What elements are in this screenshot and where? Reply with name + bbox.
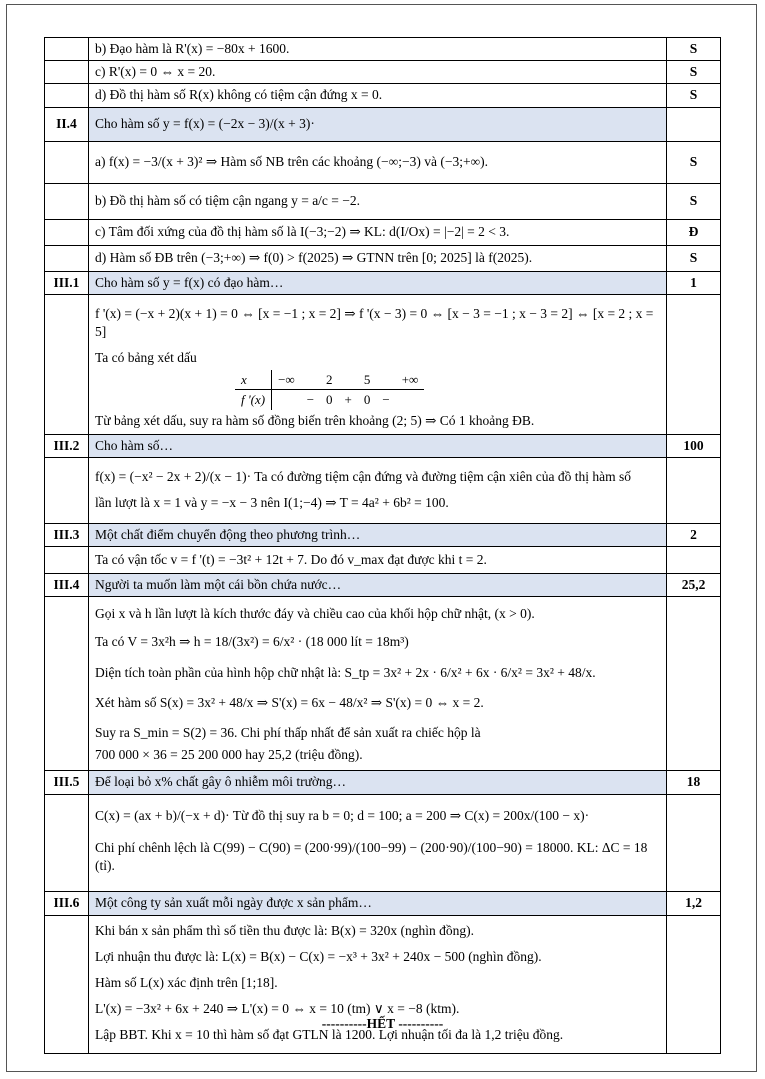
solution-line: lần lượt là x = 1 và y = −x − 3 nên I(1;−4) ⇒ T = 4a² + 6b² = 100. <box>95 495 449 511</box>
sign-head-cell: −∞ <box>272 370 301 390</box>
solution-line: Gọi x và h lần lượt là kích thước đáy và chiều cao của khối hộp chữ nhật, (x > 0). <box>95 606 535 622</box>
solution-III4 <box>89 597 667 771</box>
row-id: III.1 <box>45 271 89 294</box>
row-answer: 25,2 <box>667 573 721 596</box>
row-content: c) R'(x) = 0 ⇔ x = 20. <box>89 61 667 84</box>
row-id <box>45 183 89 219</box>
row-content: d) Đồ thị hàm số R(x) không có tiệm cận đứng x = 0. <box>89 84 667 107</box>
row-id <box>45 38 89 61</box>
row-answer: 1 <box>667 271 721 294</box>
row-id: III.6 <box>45 892 89 915</box>
row-answer: 1,2 <box>667 892 721 915</box>
table-row <box>45 183 721 219</box>
table-row <box>45 38 721 61</box>
solution-row <box>45 458 721 523</box>
table-row-header <box>45 271 721 294</box>
row-content: Một chất điểm chuyển động theo phương trình… <box>89 523 667 546</box>
sign-head-cell: +∞ <box>396 370 425 390</box>
row-content: Cho hàm số y = f(x) = (−2x − 3)/(x + 3)· <box>89 107 667 141</box>
row-content: Cho hàm số y = f(x) có đạo hàm… <box>89 271 667 294</box>
row-answer: S <box>667 61 721 84</box>
row-id <box>45 245 89 271</box>
row-id: III.5 <box>45 771 89 794</box>
solution-line: Suy ra S_min = S(2) = 36. Chi phí thấp nhất để sản xuất ra chiếc hộp là <box>95 725 481 741</box>
row-answer: 2 <box>667 523 721 546</box>
row-content: a) f(x) = −3/(x + 3)² ⇒ Hàm số NB trên các khoảng (−∞;−3) và (−3;+∞). <box>89 141 667 183</box>
row-id: III.4 <box>45 573 89 596</box>
sign-row-cell: f '(x) <box>235 390 272 410</box>
sign-head-cell: 5 <box>358 370 377 390</box>
solution-line: Chi phí chênh lệch là C(99) − C(90) = (200·99)/(100−99) − (200·90)/(100−90) = 18000. KL: ΔC = 18 (tỉ). <box>95 839 648 874</box>
solution-row <box>45 597 721 771</box>
sign-row-cell: + <box>344 392 352 408</box>
row-id: III.2 <box>45 434 89 457</box>
sign-row-cell: 0 <box>326 392 333 408</box>
row-id: II.4 <box>45 107 89 141</box>
solution-line: Diện tích toàn phần của hình hộp chữ nhật là: S_tp = 3x² + 2x · 6/x² + 6x · 6/x² = 3x² + 48/x. <box>95 664 596 680</box>
row-answer: Đ <box>667 219 721 245</box>
table-row-header <box>45 573 721 596</box>
solution-line: f '(x) = (−x + 2)(x + 1) = 0 ⇔ [x = −1 ; x = 2] ⇒ f '(x − 3) = 0 ⇔ [x − 3 = −1 ; x − 3 = 2] ⇔ [x = 2 ; x = 5] <box>95 305 654 340</box>
solution-row <box>45 546 721 573</box>
solution-line: Hàm số L(x) xác định trên [1;18]. <box>95 975 278 990</box>
row-content: Để loại bỏ x% chất gây ô nhiễm môi trường… <box>89 771 667 794</box>
table-row-header <box>45 771 721 794</box>
row-answer: S <box>667 183 721 219</box>
solution-line: Ta có V = 3x²h ⇒ h = 18/(3x²) = 6/x² · (18 000 lít = 18m³) <box>95 634 409 650</box>
solution-line: Lập BBT. Khi x = 10 thì hàm số đạt GTLN là 1200. Lợi nhuận tối đa là 1,2 triệu đồng. <box>95 1027 564 1043</box>
row-answer: S <box>667 38 721 61</box>
sign-row-cell: − <box>382 392 390 408</box>
sign-head-cell: x <box>235 370 272 390</box>
solution-spacer <box>45 294 89 434</box>
row-id: III.3 <box>45 523 89 546</box>
solution-III5 <box>89 794 667 892</box>
solution-III3 <box>89 546 667 573</box>
row-answer: S <box>667 245 721 271</box>
row-answer: 100 <box>667 434 721 457</box>
sign-table <box>235 370 424 410</box>
solution-line: Khi bán x sản phẩm thì số tiền thu được là: B(x) = 320x (nghìn đồng). <box>95 922 475 938</box>
solution-line: Ta có bảng xét dấu <box>95 350 197 366</box>
table-row-header <box>45 523 721 546</box>
row-id <box>45 141 89 183</box>
solution-line: 700 000 × 36 = 25 200 000 hay 25,2 (triệu đồng). <box>95 747 363 763</box>
solution-III2 <box>89 458 667 523</box>
row-id <box>45 219 89 245</box>
row-content: b) Đạo hàm là R'(x) = −80x + 1600. <box>89 38 667 61</box>
solution-line: Ta có vận tốc v = f '(t) = −3t² + 12t + 7. Do đó v_max đạt được khi t = 2. <box>95 551 487 567</box>
row-answer: S <box>667 84 721 107</box>
row-answer <box>667 107 721 141</box>
answer-table <box>44 37 721 1054</box>
row-answer: S <box>667 141 721 183</box>
table-row-header <box>45 434 721 457</box>
table-row <box>45 61 721 84</box>
solution-row <box>45 294 721 434</box>
solution-line: Xét hàm số S(x) = 3x² + 48/x ⇒ S'(x) = 6x − 48/x² ⇒ S'(x) = 0 ⇔ x = 2. <box>95 694 484 710</box>
sign-row-cell: − <box>306 392 315 408</box>
solution-row <box>45 915 721 1053</box>
table-row-header <box>45 107 721 141</box>
row-id <box>45 84 89 107</box>
sign-head-cell: 2 <box>320 370 339 390</box>
solution-spacer <box>667 294 721 434</box>
solution-row <box>45 794 721 892</box>
solution-line: Lợi nhuận thu được là: L(x) = B(x) − C(x) = −x³ + 3x² + 240x − 500 (nghìn đồng). <box>95 948 542 964</box>
table-row <box>45 245 721 271</box>
solution-III6 <box>89 915 667 1053</box>
solution-line: f(x) = (−x² − 2x + 2)/(x − 1)· Ta có đường tiệm cận đứng và đường tiệm cận xiên của đồ thị hàm số <box>95 469 632 485</box>
solution-III1 <box>89 294 667 434</box>
row-content: Cho hàm số… <box>89 434 667 457</box>
end-marker: ----------HẾT ---------- <box>321 1016 444 1031</box>
row-content: c) Tâm đối xứng của đồ thị hàm số là I(−3;−2) ⇒ KL: d(I/Ox) = |−2| = 2 < 3. <box>89 219 667 245</box>
table-row <box>45 219 721 245</box>
row-answer: 18 <box>667 771 721 794</box>
row-content: b) Đồ thị hàm số có tiệm cận ngang y = a/c = −2. <box>89 183 667 219</box>
row-id <box>45 61 89 84</box>
table-row-header <box>45 892 721 915</box>
solution-line: Từ bảng xét dấu, suy ra hàm số đồng biến trên khoảng (2; 5) ⇒ Có 1 khoảng ĐB. <box>95 412 535 428</box>
row-content: Một công ty sản xuất mỗi ngày được x sản phẩm… <box>89 892 667 915</box>
row-content: d) Hàm số ĐB trên (−3;+∞) ⇒ f(0) > f(2025) ⇒ GTNN trên [0; 2025] là f(2025). <box>89 245 667 271</box>
table-row <box>45 141 721 183</box>
table-row <box>45 84 721 107</box>
solution-line: L'(x) = −3x² + 6x + 240 ⇒ L'(x) = 0 ⇔ x = 10 (tm) ∨ x = −8 (ktm). <box>95 1001 460 1017</box>
solution-line: C(x) = (ax + b)/(−x + d)· Từ đồ thị suy ra b = 0; d = 100; a = 200 ⇒ C(x) = 200x/(100 − x)· <box>95 807 590 823</box>
sign-row-cell: 0 <box>363 392 371 408</box>
row-content: Người ta muốn làm một cái bồn chứa nước… <box>89 573 667 596</box>
